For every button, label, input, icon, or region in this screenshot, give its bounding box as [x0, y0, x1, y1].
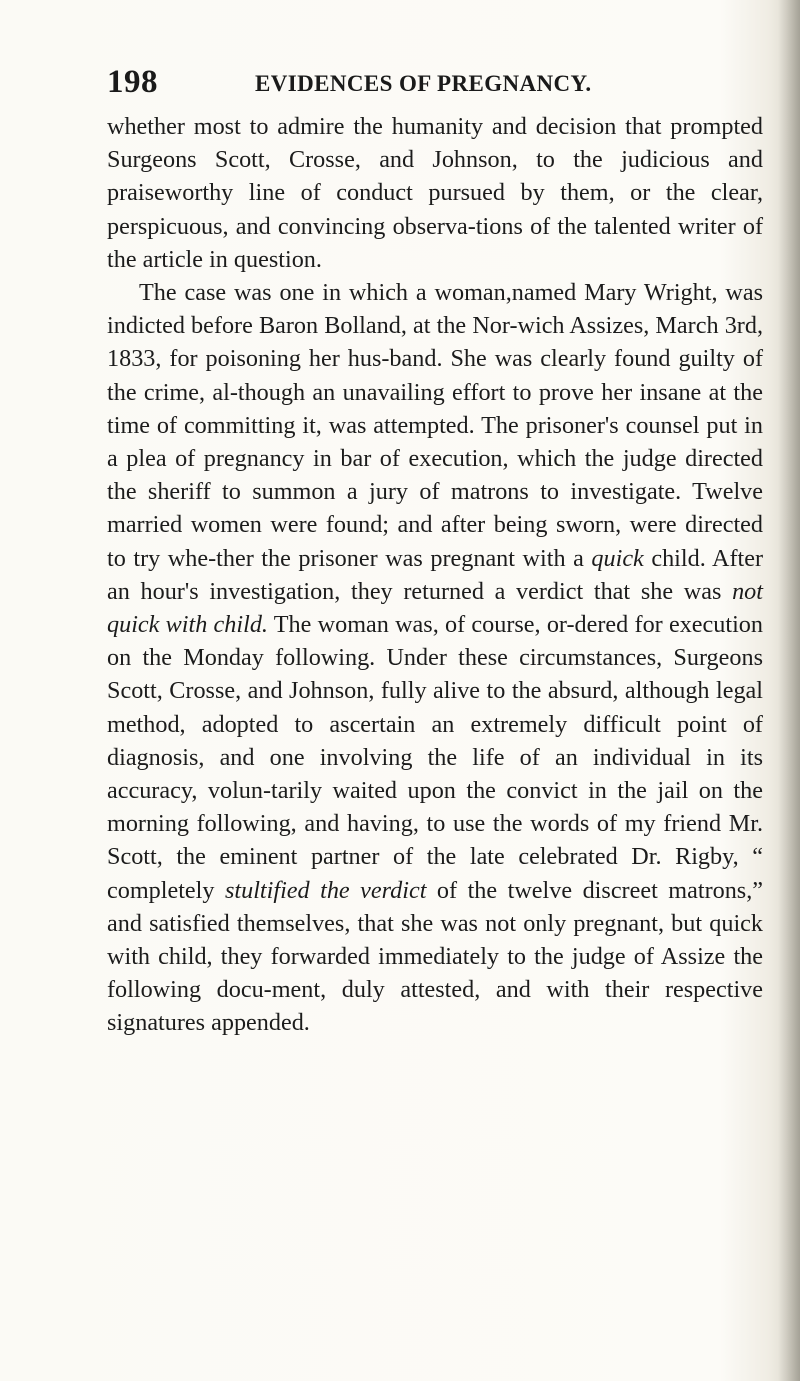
- italic-quick: quick: [591, 544, 644, 572]
- page-number: 198: [107, 64, 158, 100]
- italic-stultified-the-verdict: stultified the verdict: [224, 876, 427, 904]
- text-segment: The case was one in which a woman,named Mary Wright, was indicted before Baron Bolland, at the Nor-wich Assizes, March 3rd, 1833, for poisoning her hus-band. She was clearly found guilty of the crime, al-though an unavailing effort to prove her insane at the time of committing it, was attempted. The prisoner's counsel put in a plea of pregnancy in bar of execution, which the judge directed the sheriff to summon a jury of matrons to investigate. Twelve married women were found; and after being sworn, were directed to try whe-ther the prisoner was pregnant with a: [107, 279, 763, 572]
- italic-not-quick-with-child: not quick with child.: [107, 577, 763, 639]
- body-text: [107, 110, 763, 1040]
- text-segment: whether most to admire the humanity and decision that prompted Surgeons Scott, Crosse, and Johnson, to the judicious and praiseworthy line of conduct pursued by them, or the clear, perspicuous, and convincing observa-tions of the talented writer of the article in question.: [107, 113, 763, 273]
- page-header: [107, 62, 757, 102]
- paragraph-1: [107, 110, 763, 276]
- running-head: EVIDENCES OF PREGNANCY.: [255, 71, 592, 96]
- page-gutter-shadow: [778, 0, 800, 1381]
- text-segment: The woman was, of course, or-dered for execution on the Monday following. Under these circumstances, Surgeons Scott, Crosse, and Johnson, fully alive to the absurd, although legal method, adopted to ascertain an extremely difficult point of diagnosis, and one involving the life of an individual in its accuracy, volun-tarily waited upon the convict in the jail on the morning following, and having, to use the words of my friend Mr. Scott, the eminent partner of the late celebrated Dr. Rigby, “ completely: [107, 611, 763, 904]
- text-segment: child. After an hour's investigation, they returned a verdict that she was: [107, 544, 764, 605]
- paragraph-2: [107, 276, 763, 1040]
- text-segment: of the twelve discreet matrons,” and satisfied themselves, that she was not only pregnant, but quick with child, they forwarded immediately to the judge of Assize the following docu-ment, duly attested, and with their respective signatures appended.: [107, 876, 764, 1037]
